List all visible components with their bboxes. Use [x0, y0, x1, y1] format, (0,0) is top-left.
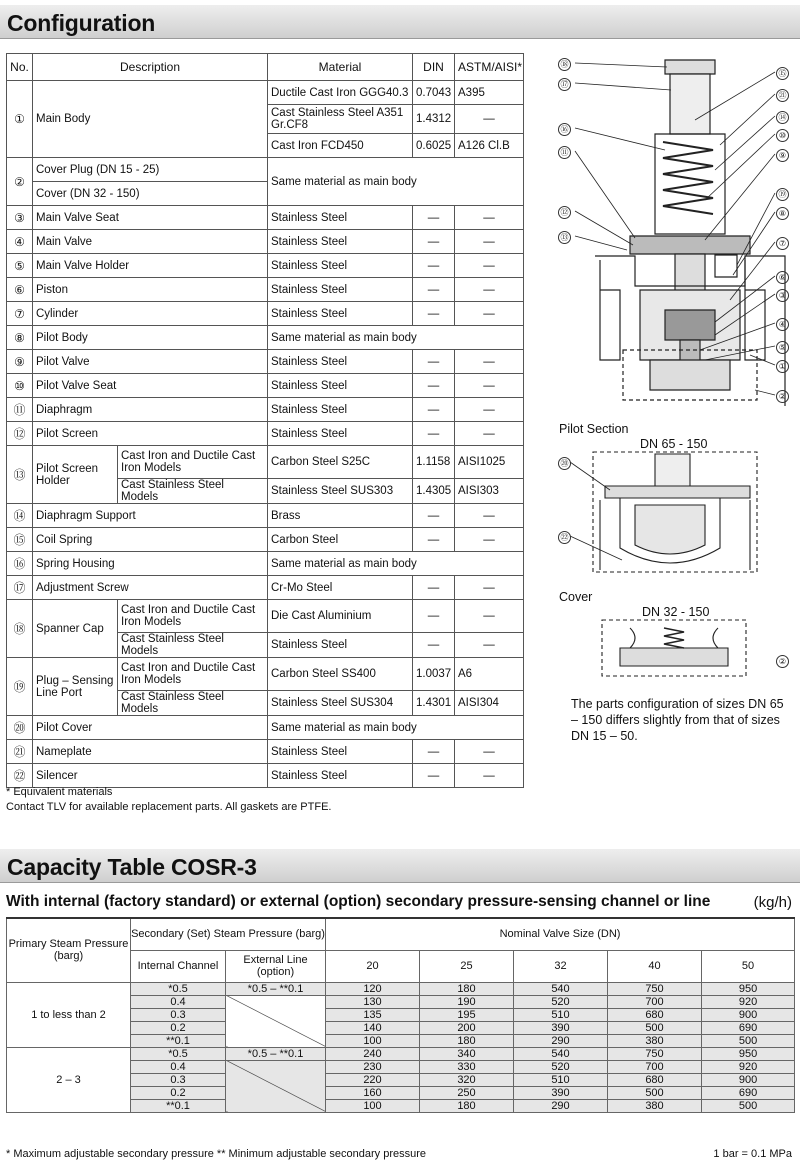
part-din: 1.0037: [413, 658, 455, 691]
capacity-value: 220: [326, 1073, 420, 1086]
part-astm: —: [455, 206, 524, 230]
internal-pressure: 0.2: [131, 1086, 226, 1099]
part-din: 1.4312: [413, 105, 455, 134]
part-material: Stainless Steel: [268, 302, 413, 326]
internal-pressure: *0.5: [131, 982, 226, 995]
capacity-value: 920: [702, 995, 795, 1008]
part-number: ④: [7, 230, 33, 254]
table-row: [7, 302, 524, 326]
part-din: —: [413, 764, 455, 788]
table-row: [7, 504, 524, 528]
table-row: [7, 230, 524, 254]
part-number: ⑲: [7, 658, 33, 716]
capacity-table: [6, 917, 795, 1113]
part-number: ⑩: [7, 374, 33, 398]
note-contact: Contact TLV for available replacement parts. All gaskets are PTFE.: [6, 801, 332, 813]
capacity-value: 540: [514, 1047, 608, 1060]
internal-pressure: **0.1: [131, 1099, 226, 1112]
callout-18: ⑱: [558, 56, 571, 71]
part-din: 0.7043: [413, 81, 455, 105]
part-material: Stainless Steel: [268, 633, 413, 658]
capacity-value: 180: [420, 1099, 514, 1112]
capacity-value: 290: [514, 1099, 608, 1112]
capacity-value: 500: [702, 1099, 795, 1112]
part-din: 0.6025: [413, 134, 455, 158]
callout-4: ④: [776, 316, 789, 331]
part-material: Stainless Steel: [268, 764, 413, 788]
table-row: [7, 254, 524, 278]
callout-9: ⑨: [776, 147, 789, 162]
callout-6: ⑥: [776, 269, 789, 284]
table-row: [7, 576, 524, 600]
table-row: [7, 982, 795, 995]
part-number: ⑱: [7, 600, 33, 658]
table-row: [7, 374, 524, 398]
part-din: —: [413, 278, 455, 302]
capacity-value: 690: [702, 1086, 795, 1099]
callout-7: ⑦: [776, 235, 789, 250]
part-material: Cast Stainless Steel A351 Gr.CF8: [268, 105, 413, 134]
capacity-value: 380: [608, 1034, 702, 1047]
part-model: Cast Iron and Ductile Cast Iron Models: [118, 658, 268, 691]
cover-label: Cover: [559, 590, 593, 604]
part-number: ㉑: [7, 740, 33, 764]
external-diagonal: [226, 995, 326, 1047]
part-astm: —: [455, 633, 524, 658]
external-range: *0.5 – **0.1: [226, 982, 326, 995]
header-din: DIN: [413, 54, 455, 81]
part-astm: —: [455, 374, 524, 398]
callout-17: ⑰: [558, 76, 571, 91]
capacity-value: 510: [514, 1008, 608, 1021]
capacity-value: 900: [702, 1073, 795, 1086]
header-size: 25: [420, 950, 514, 982]
internal-pressure: 0.4: [131, 1060, 226, 1073]
capacity-value: 190: [420, 995, 514, 1008]
part-astm: —: [455, 600, 524, 633]
part-material: Ductile Cast Iron GGG40.3: [268, 81, 413, 105]
capacity-value: 750: [608, 982, 702, 995]
header-internal: Internal Channel: [131, 950, 226, 982]
part-material: Stainless Steel: [268, 206, 413, 230]
part-material: Same material as main body: [268, 552, 524, 576]
capacity-value: 750: [608, 1047, 702, 1060]
part-astm: A126 Cl.B: [455, 134, 524, 158]
table-row: [7, 1047, 795, 1060]
part-number: ⑮: [7, 528, 33, 552]
part-din: —: [413, 398, 455, 422]
callout-cover-2: ②: [776, 653, 789, 668]
part-din: —: [413, 374, 455, 398]
capacity-value: 540: [514, 982, 608, 995]
part-description: Diaphragm: [33, 398, 268, 422]
part-description: Cover Plug (DN 15 - 25): [33, 158, 268, 182]
part-number: ⑭: [7, 504, 33, 528]
capacity-value: 140: [326, 1021, 420, 1034]
part-astm: A6: [455, 658, 524, 691]
capacity-value: 180: [420, 1034, 514, 1047]
part-number: ⑰: [7, 576, 33, 600]
part-astm: —: [455, 230, 524, 254]
part-material: Die Cast Aluminium: [268, 600, 413, 633]
part-model: Cast Iron and Ductile Cast Iron Models: [118, 446, 268, 479]
capacity-value: 135: [326, 1008, 420, 1021]
internal-pressure: *0.5: [131, 1047, 226, 1060]
part-astm: —: [455, 504, 524, 528]
capacity-value: 680: [608, 1008, 702, 1021]
callout-2: ②: [776, 388, 789, 403]
part-material: Same material as main body: [268, 158, 524, 206]
part-din: —: [413, 302, 455, 326]
callout-10: ⑩: [776, 127, 789, 142]
part-description: Piston: [33, 278, 268, 302]
part-model: Cast Stainless Steel Models: [118, 691, 268, 716]
header-size: 32: [514, 950, 608, 982]
part-number: ②: [7, 158, 33, 206]
part-astm: AISI303: [455, 479, 524, 504]
part-material: Stainless Steel: [268, 278, 413, 302]
callout-13: ⑬: [558, 229, 571, 244]
capacity-value: 690: [702, 1021, 795, 1034]
part-material: Stainless Steel: [268, 422, 413, 446]
part-astm: AISI304: [455, 691, 524, 716]
part-din: —: [413, 350, 455, 374]
part-description: Nameplate: [33, 740, 268, 764]
external-diagonal: [226, 1060, 326, 1112]
part-number: ①: [7, 81, 33, 158]
table-row: [7, 278, 524, 302]
capacity-value: 240: [326, 1047, 420, 1060]
part-number: ⑳: [7, 716, 33, 740]
capacity-value: 120: [326, 982, 420, 995]
callout-21: ㉑: [776, 87, 789, 102]
capacity-value: 160: [326, 1086, 420, 1099]
part-description: Silencer: [33, 764, 268, 788]
part-material: Carbon Steel: [268, 528, 413, 552]
part-astm: —: [455, 740, 524, 764]
part-astm: —: [455, 764, 524, 788]
capacity-value: 250: [420, 1086, 514, 1099]
part-din: —: [413, 600, 455, 633]
part-material: Stainless Steel: [268, 740, 413, 764]
configuration-title: Configuration: [7, 10, 156, 36]
header-primary: Primary Steam Pressure (barg): [7, 918, 131, 982]
callout-15: ⑮: [776, 65, 789, 80]
part-astm: —: [455, 422, 524, 446]
part-number: ⑦: [7, 302, 33, 326]
callout-22: ㉒: [558, 529, 571, 544]
part-number: ⑧: [7, 326, 33, 350]
capacity-value: 330: [420, 1060, 514, 1073]
note-equivalent: * Equivalent materials: [6, 786, 113, 798]
callout-20: ⑳: [558, 455, 571, 470]
header-secondary: Secondary (Set) Steam Pressure (barg): [131, 918, 326, 950]
part-description: Main Body: [33, 81, 268, 158]
callout-5: ⑤: [776, 339, 789, 354]
capacity-value: 680: [608, 1073, 702, 1086]
part-model: Cast Stainless Steel Models: [118, 633, 268, 658]
external-range: *0.5 – **0.1: [226, 1047, 326, 1060]
header-size: 50: [702, 950, 795, 982]
part-material: Stainless Steel: [268, 398, 413, 422]
capacity-value: 950: [702, 982, 795, 995]
capacity-value: 920: [702, 1060, 795, 1073]
capacity-value: 520: [514, 995, 608, 1008]
configuration-table: [6, 53, 524, 788]
part-material: Stainless Steel SUS304: [268, 691, 413, 716]
part-material: Cr-Mo Steel: [268, 576, 413, 600]
capacity-unit: (kg/h): [753, 894, 792, 911]
part-din: —: [413, 230, 455, 254]
capacity-value: 510: [514, 1073, 608, 1086]
capacity-value: 180: [420, 982, 514, 995]
pilot-section-label: Pilot Section: [559, 422, 629, 436]
capacity-value: 200: [420, 1021, 514, 1034]
capacity-conversion: 1 bar = 0.1 MPa: [713, 1148, 792, 1160]
part-din: —: [413, 504, 455, 528]
part-din: —: [413, 633, 455, 658]
part-astm: —: [455, 350, 524, 374]
part-material: Stainless Steel: [268, 374, 413, 398]
header-description: Description: [33, 54, 268, 81]
capacity-value: 520: [514, 1060, 608, 1073]
part-din: 1.4305: [413, 479, 455, 504]
part-material: Stainless Steel: [268, 230, 413, 254]
part-astm: —: [455, 528, 524, 552]
part-din: —: [413, 206, 455, 230]
part-description: Pilot Cover: [33, 716, 268, 740]
part-number: ⑬: [7, 446, 33, 504]
capacity-value: 700: [608, 1060, 702, 1073]
table-row: [7, 81, 524, 105]
table-row: [7, 326, 524, 350]
internal-pressure: 0.4: [131, 995, 226, 1008]
part-din: 1.1158: [413, 446, 455, 479]
part-din: 1.4301: [413, 691, 455, 716]
header-astm: ASTM/AISI*: [455, 54, 524, 81]
capacity-value: 900: [702, 1008, 795, 1021]
part-material: Brass: [268, 504, 413, 528]
callout-12: ⑫: [558, 204, 571, 219]
part-material: Stainless Steel SUS303: [268, 479, 413, 504]
table-row: [7, 422, 524, 446]
internal-pressure: 0.3: [131, 1073, 226, 1086]
part-din: —: [413, 254, 455, 278]
pilot-section-dn: DN 65 - 150: [640, 437, 708, 451]
table-row: [7, 158, 524, 182]
callout-3: ③: [776, 287, 789, 302]
table-row: [7, 350, 524, 374]
primary-pressure: 2 – 3: [7, 1047, 131, 1112]
part-astm: —: [455, 398, 524, 422]
table-row: [7, 552, 524, 576]
capacity-value: 290: [514, 1034, 608, 1047]
part-description: Main Valve: [33, 230, 268, 254]
diagram-note: The parts configuration of sizes DN 65 – 150 differs slightly from that of sizes DN 15 – 50.: [571, 697, 784, 743]
part-description: Pilot Valve: [33, 350, 268, 374]
internal-pressure: 0.3: [131, 1008, 226, 1021]
table-row: [7, 446, 524, 479]
table-row: [7, 398, 524, 422]
part-astm: AISI1025: [455, 446, 524, 479]
table-header-row: [7, 918, 795, 950]
part-description: Coil Spring: [33, 528, 268, 552]
header-nominal: Nominal Valve Size (DN): [326, 918, 795, 950]
valve-section-diagram: [555, 50, 795, 410]
capacity-title: Capacity Table COSR-3: [7, 854, 257, 880]
part-number: ⑨: [7, 350, 33, 374]
capacity-value: 500: [702, 1034, 795, 1047]
part-description: Main Valve Holder: [33, 254, 268, 278]
table-row: [7, 528, 524, 552]
capacity-value: 500: [608, 1086, 702, 1099]
part-number: ⑪: [7, 398, 33, 422]
pilot-section-diagram: [560, 450, 760, 576]
header-no: No.: [7, 54, 33, 81]
capacity-value: 700: [608, 995, 702, 1008]
part-model: Cast Iron and Ductile Cast Iron Models: [118, 600, 268, 633]
part-description: Pilot Body: [33, 326, 268, 350]
capacity-value: 130: [326, 995, 420, 1008]
part-description: Cylinder: [33, 302, 268, 326]
part-din: —: [413, 528, 455, 552]
part-number: ⑯: [7, 552, 33, 576]
capacity-value: 390: [514, 1086, 608, 1099]
part-description: Spanner Cap: [33, 600, 118, 658]
internal-pressure: **0.1: [131, 1034, 226, 1047]
part-material: Same material as main body: [268, 326, 524, 350]
table-row: [7, 658, 524, 691]
part-material: Same material as main body: [268, 716, 524, 740]
capacity-value: 340: [420, 1047, 514, 1060]
part-description: Adjustment Screw: [33, 576, 268, 600]
part-din: —: [413, 576, 455, 600]
part-astm: —: [455, 254, 524, 278]
part-description: Diaphragm Support: [33, 504, 268, 528]
capacity-footnote: * Maximum adjustable secondary pressure ** Minimum adjustable secondary pressure: [6, 1148, 427, 1160]
configuration-header: [0, 5, 800, 39]
header-size: 40: [608, 950, 702, 982]
part-model: Cast Stainless Steel Models: [118, 479, 268, 504]
table-header-row: [7, 54, 524, 81]
capacity-value: 320: [420, 1073, 514, 1086]
part-number: ⑫: [7, 422, 33, 446]
part-material: Cast Iron FCD450: [268, 134, 413, 158]
header-external: External Line (option): [226, 950, 326, 982]
internal-pressure: 0.2: [131, 1021, 226, 1034]
part-astm: —: [455, 278, 524, 302]
part-description: Pilot Screen Holder: [33, 446, 118, 504]
callout-11: ⑪: [558, 144, 571, 159]
capacity-value: 195: [420, 1008, 514, 1021]
table-row: [7, 740, 524, 764]
part-astm: A395: [455, 81, 524, 105]
header-size: 20: [326, 950, 420, 982]
part-description: Plug – Sensing Line Port: [33, 658, 118, 716]
part-number: ㉒: [7, 764, 33, 788]
capacity-subtitle: With internal (factory standard) or external (option) secondary pressure-sensing channel or line: [6, 893, 711, 910]
capacity-value: 100: [326, 1034, 420, 1047]
part-astm: —: [455, 105, 524, 134]
capacity-header: [0, 849, 800, 883]
capacity-value: 950: [702, 1047, 795, 1060]
part-material: Stainless Steel: [268, 254, 413, 278]
part-description: Main Valve Seat: [33, 206, 268, 230]
callout-19: ⑲: [776, 186, 789, 201]
capacity-value: 390: [514, 1021, 608, 1034]
callout-8: ⑧: [776, 205, 789, 220]
table-row: [7, 716, 524, 740]
part-material: Stainless Steel: [268, 350, 413, 374]
callout-1: ①: [776, 358, 789, 373]
capacity-value: 500: [608, 1021, 702, 1034]
capacity-value: 100: [326, 1099, 420, 1112]
primary-pressure: 1 to less than 2: [7, 982, 131, 1047]
part-material: Carbon Steel SS400: [268, 658, 413, 691]
table-row: [7, 764, 524, 788]
part-material: Carbon Steel S25C: [268, 446, 413, 479]
capacity-value: 380: [608, 1099, 702, 1112]
part-din: —: [413, 422, 455, 446]
callout-14: ⑭: [776, 109, 789, 124]
cover-dn: DN 32 - 150: [642, 605, 710, 619]
header-material: Material: [268, 54, 413, 81]
table-row: [7, 206, 524, 230]
part-description: Cover (DN 32 - 150): [33, 182, 268, 206]
part-astm: —: [455, 576, 524, 600]
part-astm: —: [455, 302, 524, 326]
part-number: ⑤: [7, 254, 33, 278]
part-number: ③: [7, 206, 33, 230]
part-din: —: [413, 740, 455, 764]
part-description: Pilot Valve Seat: [33, 374, 268, 398]
callout-16: ⑯: [558, 121, 571, 136]
part-description: Pilot Screen: [33, 422, 268, 446]
part-description: Spring Housing: [33, 552, 268, 576]
table-row: [7, 600, 524, 633]
cover-diagram: [600, 618, 748, 678]
part-number: ⑥: [7, 278, 33, 302]
capacity-value: 230: [326, 1060, 420, 1073]
